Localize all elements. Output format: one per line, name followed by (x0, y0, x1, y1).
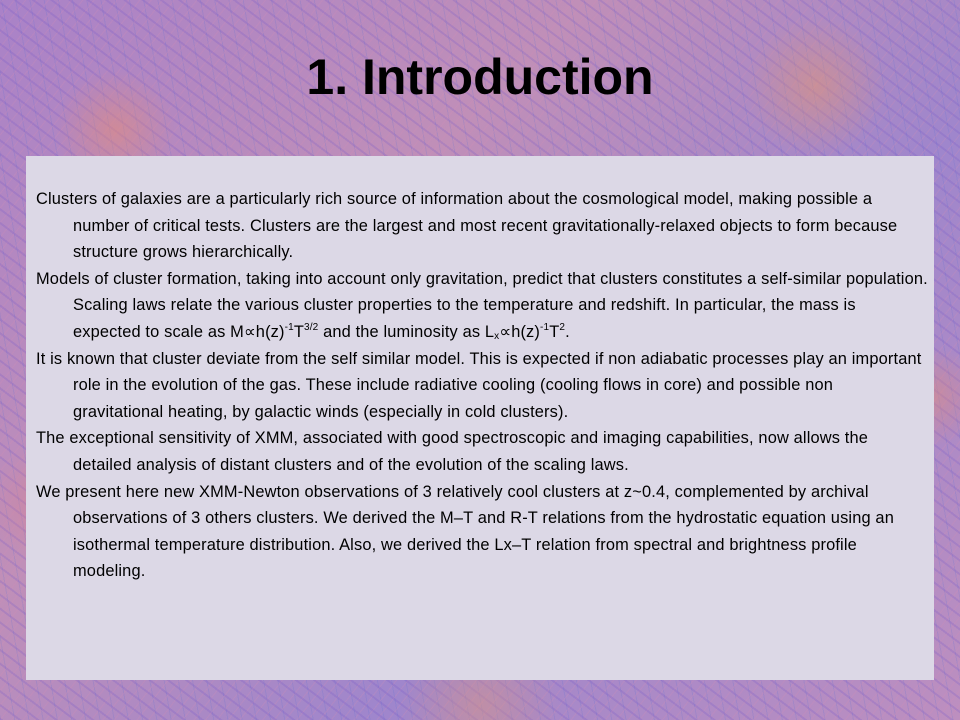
scaling-text-e: h(z) (511, 322, 541, 341)
proportional-symbol: ∝ (243, 322, 256, 341)
scaling-text-a: Models of cluster formation, taking into account only gravitation, predict that clusters constitutes a self-similar population. Scaling laws relate the various cluster properties to the temperature and redshift. In particular, the mass is expected to scale as M (36, 269, 928, 341)
subscript-x: x (494, 330, 500, 342)
scaling-text-g: . (565, 322, 570, 341)
paragraph-present-observations: We present here new XMM-Newton observations of 3 relatively cool clusters at z~0.4, complemented by archival observations of 3 others clusters. We derived the M–T and R-T relations from the hydrostatic equation using an isothermal temperature distribution. Also, we derived the Lx–T relation from spectral and brightness profile modeling. (36, 482, 894, 581)
content-box (26, 156, 934, 680)
superscript-two: 2 (559, 321, 566, 333)
paragraph-xmm-sensitivity: The exceptional sensitivity of XMM, associated with good spectroscopic and imaging capabilities, now allows the detailed analysis of distant clusters and of the evolution of the scaling laws. (36, 429, 869, 474)
superscript-minus-one-2: -1 (540, 321, 550, 333)
scaling-text-b: h(z) (255, 322, 285, 341)
superscript-three-halves: 3/2 (304, 321, 319, 333)
paragraph-cluster-formation (36, 266, 928, 346)
scaling-text-d: and the luminosity as L (318, 322, 495, 341)
superscript-minus-one: -1 (284, 321, 294, 333)
proportional-symbol-2: ∝ (499, 322, 512, 341)
paragraph-self-similar-deviation: It is known that cluster deviate from the self similar model. This is expected if non adiabatic processes play an important role in the evolution of the gas. These include radiative cooling (cooling flows in core) and possible non gravitational heating, by galactic winds (especially in cold clusters). (36, 349, 922, 421)
scaling-text-c: T (293, 322, 304, 341)
slide-title: 1. Introduction (306, 49, 654, 105)
paragraph-cluster-galaxies: Clusters of galaxies are a particularly rich source of information about the cosmological model, making possible a number of critical tests. Clusters are the largest and most recent gravitationally-relaxed objects to form because structure grows hierarchically. (36, 190, 898, 262)
scaling-text-f: T (549, 322, 560, 341)
